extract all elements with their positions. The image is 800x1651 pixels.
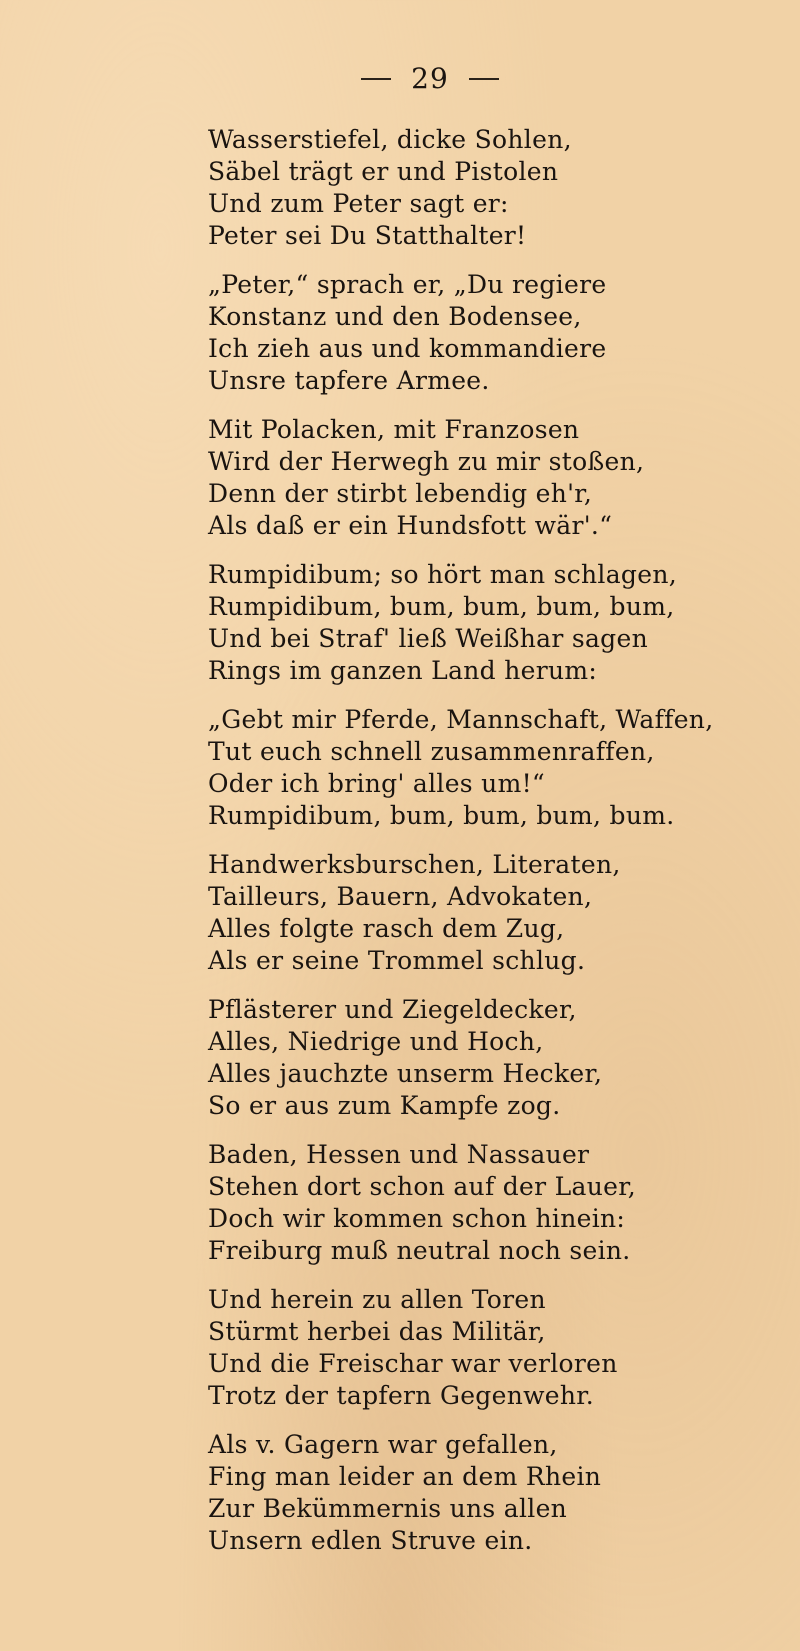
poem-line: Handwerksburschen, Literaten, [208, 850, 621, 879]
stanza [208, 1284, 768, 1429]
poem-line: Tut euch schnell zusammenraffen, [208, 737, 655, 766]
poem-line: Mit Polacken, mit Franzosen [208, 415, 580, 444]
stanza [208, 559, 768, 704]
poem-line: Als er seine Trommel schlug. [208, 946, 586, 975]
poem-line: Alles, Niedrige und Hoch, [208, 1027, 544, 1056]
poem-line: Pflästerer und Ziegeldecker, [208, 995, 577, 1024]
poem-line: Alles jauchzte unserm Hecker, [208, 1059, 603, 1088]
poem-line: Oder ich bring' alles um!“ [208, 769, 546, 798]
poem-line: Als v. Gagern war gefallen, [208, 1430, 558, 1459]
poem-line: Konstanz und den Bodensee, [208, 302, 582, 331]
poem-line: Als daß er ein Hundsfott wär'.“ [208, 511, 613, 540]
poem-line: Baden, Hessen und Nassauer [208, 1140, 590, 1169]
poem-line: Doch wir kommen schon hinein: [208, 1204, 626, 1233]
poem-line: Freiburg muß neutral noch sein. [208, 1236, 631, 1265]
poem-line: Alles folgte rasch dem Zug, [208, 914, 565, 943]
poem-line: Unsre tapfere Armee. [208, 366, 490, 395]
page-number: 29 [411, 62, 449, 95]
poem-line: Säbel trägt er und Pistolen [208, 157, 559, 186]
poem-line: Und zum Peter sagt er: [208, 189, 509, 218]
poem-line: Wird der Herwegh zu mir stoßen, [208, 447, 645, 476]
stanza [208, 269, 768, 414]
poem-line: Peter sei Du Statthalter! [208, 221, 527, 250]
poem-line: Und bei Straf' ließ Weißhar sagen [208, 624, 648, 653]
poem-line: „Peter,“ sprach er, „Du regiere [208, 270, 607, 299]
poem-line: Ich zieh aus und kommandiere [208, 334, 607, 363]
poem-line: So er aus zum Kampfe zog. [208, 1091, 561, 1120]
stanza [208, 704, 768, 849]
poem-line: Stürmt herbei das Militär, [208, 1317, 546, 1346]
stanza [208, 994, 768, 1139]
poem-line: Fing man leider an dem Rhein [208, 1462, 602, 1491]
poem-line: Rumpidibum, bum, bum, bum, bum. [208, 801, 675, 830]
left-dash [361, 78, 391, 80]
stanza [208, 849, 768, 994]
poem-line: Trotz der tapfern Gegenwehr. [208, 1381, 595, 1410]
poem-line: Und die Freischar war verloren [208, 1349, 618, 1378]
poem-line: Und herein zu allen Toren [208, 1285, 546, 1314]
poem-line: Rumpidibum; so hört man schlagen, [208, 560, 677, 589]
poem-line: Wasserstiefel, dicke Sohlen, [208, 125, 572, 154]
poem-line: Zur Bekümmernis uns allen [208, 1494, 568, 1523]
right-dash [469, 78, 499, 80]
poem-line: Unsern edlen Struve ein. [208, 1526, 533, 1555]
page-number-header [30, 62, 800, 95]
stanza [208, 124, 768, 269]
poem-line: Rumpidibum, bum, bum, bum, bum, [208, 592, 675, 621]
stanza [208, 414, 768, 559]
poem-line: „Gebt mir Pferde, Mannschaft, Waffen, [208, 705, 714, 734]
poem-line: Tailleurs, Bauern, Advokaten, [208, 882, 593, 911]
poem-line: Rings im ganzen Land herum: [208, 656, 598, 685]
stanza [208, 1139, 768, 1284]
poem [208, 124, 768, 1574]
poem-line: Denn der stirbt lebendig eh'r, [208, 479, 593, 508]
stanza [208, 1429, 768, 1574]
poem-line: Stehen dort schon auf der Lauer, [208, 1172, 636, 1201]
